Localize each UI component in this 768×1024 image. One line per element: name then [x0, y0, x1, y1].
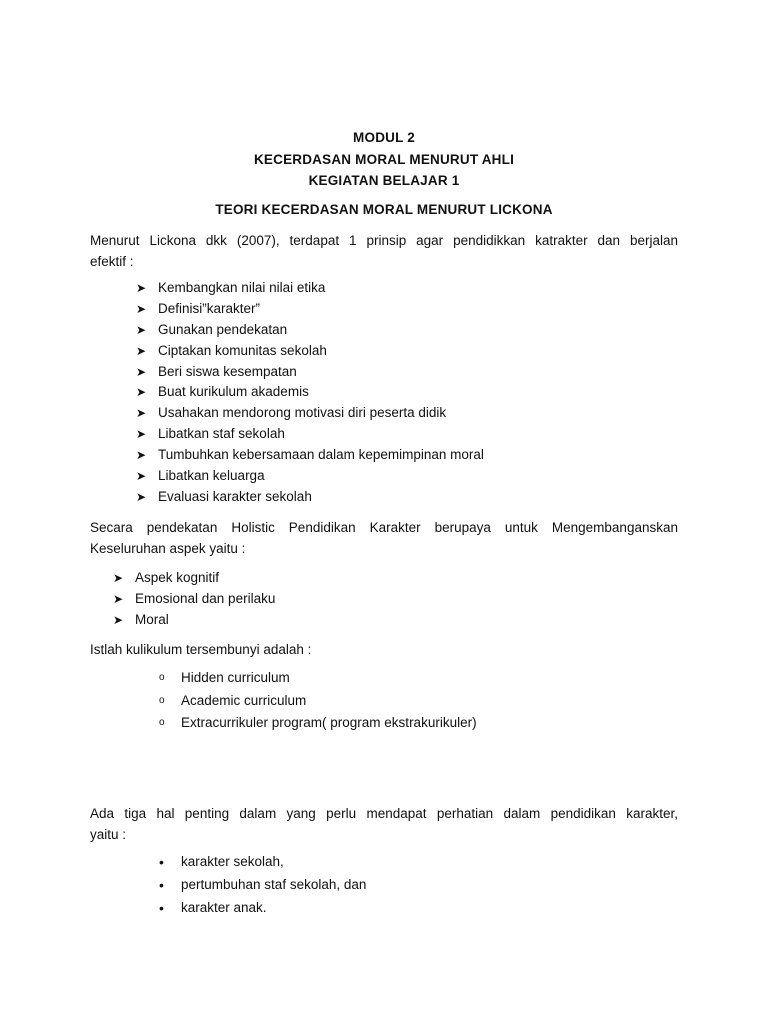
arrow-bullet-icon: ➤ [136, 364, 147, 379]
list-item: ➤ Ciptakan komunitas sekolah [158, 341, 484, 362]
list-item: • pertumbuhan staf sekolah, dan [181, 875, 366, 898]
holistic-line-2: Keseluruhan aspek yaitu : [90, 541, 246, 556]
dot-bullet-icon: • [159, 877, 164, 894]
arrow-bullet-icon: ➤ [136, 385, 147, 400]
list-item: ➤ Moral [135, 610, 275, 631]
holistic-paragraph [90, 517, 678, 559]
intro-line-2: efektif : [90, 254, 134, 269]
intro-line-1: Menurut Lickona dkk (2007), terdapat 1 prinsip agar pendidikkan katrakter dan berjalan [90, 233, 678, 248]
circle-bullet-icon: o [159, 717, 165, 728]
list-item: o Hidden curriculum [181, 668, 477, 691]
three-things-line-1: Ada tiga hal penting dalam yang perlu mendapat perhatian dalam pendidikan karakter, [90, 806, 678, 821]
activity-title: KEGIATAN BELAJAR 1 [308, 173, 460, 188]
intro-paragraph [90, 230, 678, 272]
list-item: • karakter anak. [181, 898, 366, 921]
list-item: ➤ Beri siswa kesempatan [158, 362, 484, 383]
three-things-line-2: yaitu : [90, 827, 127, 842]
list-item: ➤ Libatkan staf sekolah [158, 424, 484, 445]
list-item: ➤ Evaluasi karakter sekolah [158, 487, 484, 508]
arrow-bullet-icon: ➤ [136, 469, 147, 484]
dot-bullet-icon: • [159, 854, 164, 870]
arrow-bullet-icon: ➤ [113, 591, 124, 606]
arrow-bullet-icon: ➤ [136, 448, 147, 463]
arrow-bullet-icon: ➤ [136, 489, 147, 504]
list-item: • karakter sekolah, [181, 852, 366, 875]
dot-bullet-icon: • [159, 900, 164, 917]
principles-list [136, 278, 484, 508]
arrow-bullet-icon: ➤ [136, 427, 147, 442]
module-number: MODUL 2 [353, 130, 415, 145]
arrow-bullet-icon: ➤ [113, 612, 124, 627]
arrow-bullet-icon: ➤ [136, 322, 147, 337]
circle-bullet-icon: o [159, 694, 165, 706]
list-item: ➤ Tumbuhkan kebersamaan dalam kepemimpinan moral [158, 445, 484, 466]
three-things-paragraph [90, 803, 678, 845]
arrow-bullet-icon: ➤ [113, 571, 124, 585]
list-item: ➤ Gunakan pendekatan [158, 320, 484, 341]
module-title: KECERDASAN MORAL MENURUT AHLI [253, 152, 515, 167]
arrow-bullet-icon: ➤ [136, 343, 147, 358]
list-item: ➤ Usahakan mendorong motivasi diri peserta didik [158, 403, 484, 424]
list-item: ➤ Emosional dan perilaku [135, 589, 275, 610]
hidden-curriculum-intro: Istlah kulikulum tersembunyi adalah : [90, 642, 312, 657]
curricula-list [159, 668, 477, 736]
circle-bullet-icon: o [159, 672, 165, 683]
arrow-bullet-icon: ➤ [136, 406, 147, 421]
list-item: ➤ Definisi”karakter” [158, 299, 484, 320]
list-item: o Academic curriculum [181, 691, 477, 714]
things-list [159, 852, 367, 922]
list-item: ➤ Aspek kognitif [135, 568, 275, 589]
section-title: TEORI KECERDASAN MORAL MENURUT LICKONA [215, 202, 553, 217]
holistic-line-1: Secara pendekatan Holistic Pendidikan Karakter berupaya untuk Mengembanganskan [90, 520, 678, 535]
aspects-list [113, 568, 276, 631]
list-item: o Extracurrikuler program( program ekstrakurikuler) [181, 713, 477, 736]
list-item: ➤ Libatkan keluarga [158, 466, 484, 487]
list-item: ➤ Kembangkan nilai nilai etika [158, 278, 484, 299]
arrow-bullet-icon: ➤ [136, 301, 147, 316]
arrow-bullet-icon: ➤ [136, 281, 147, 295]
list-item: ➤ Buat kurikulum akademis [158, 382, 484, 403]
